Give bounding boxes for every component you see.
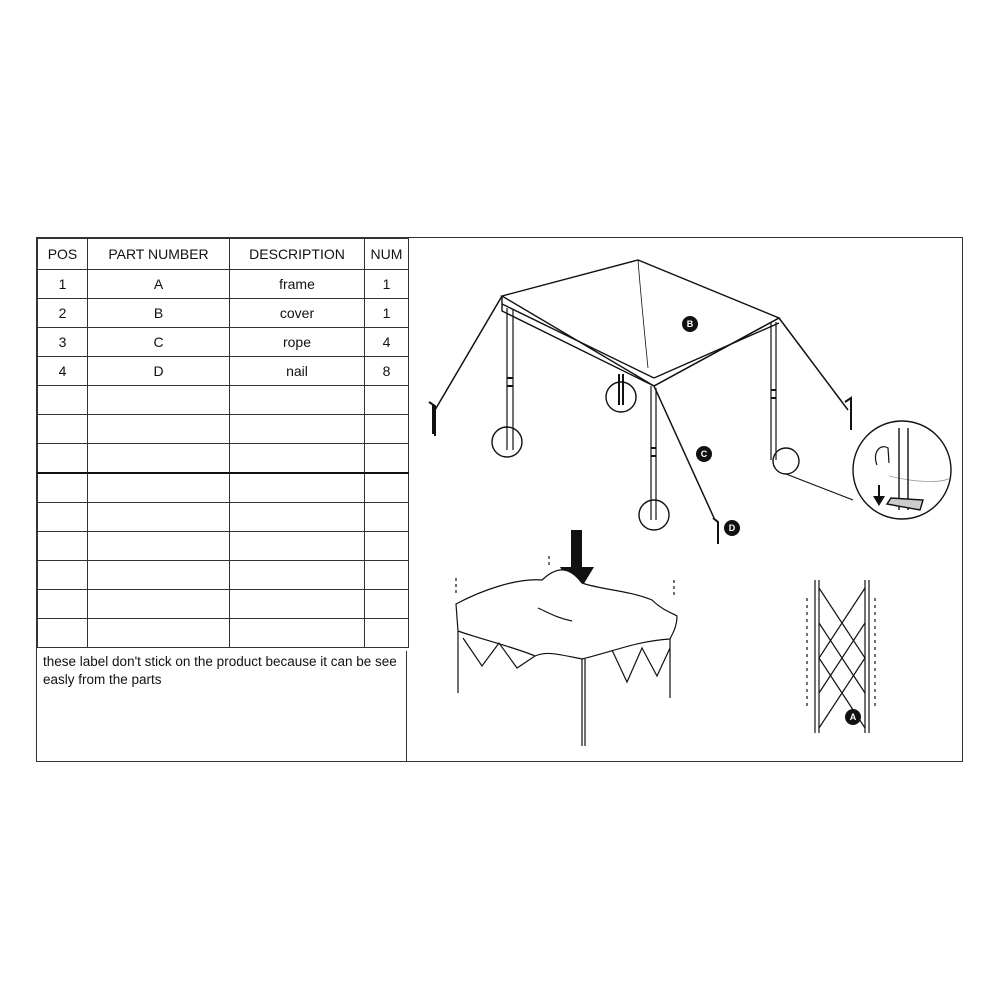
empty-row xyxy=(38,590,409,619)
cell-pos: 4 xyxy=(38,357,88,386)
cover-installation-illustration xyxy=(456,530,677,746)
canopy-top xyxy=(502,260,779,386)
empty-cell xyxy=(88,561,230,590)
empty-cell xyxy=(38,444,88,474)
empty-cell xyxy=(230,473,365,503)
callout-rope xyxy=(696,446,712,462)
svg-text:D: D xyxy=(728,523,736,533)
table-row xyxy=(38,328,409,357)
empty-cell xyxy=(365,561,409,590)
detail-leader-line xyxy=(786,474,853,500)
draped-cover xyxy=(456,570,677,659)
table-header-row xyxy=(38,239,409,270)
empty-row xyxy=(38,619,409,648)
empty-cell xyxy=(88,590,230,619)
nail-stake xyxy=(713,518,718,544)
empty-cell xyxy=(88,415,230,444)
empty-row xyxy=(38,561,409,590)
callout-frame xyxy=(845,709,861,725)
cell-num: 1 xyxy=(365,270,409,299)
header-part-number: PART NUMBER xyxy=(88,239,230,270)
cell-part-number: A xyxy=(88,270,230,299)
empty-row xyxy=(38,415,409,444)
note-text: these label don't stick on the product because it can be see easly from the parts xyxy=(37,651,407,762)
empty-cell xyxy=(38,473,88,503)
empty-cell xyxy=(230,444,365,474)
empty-cell xyxy=(38,532,88,561)
cell-part-number: D xyxy=(88,357,230,386)
empty-cell xyxy=(38,561,88,590)
table-row xyxy=(38,299,409,328)
empty-cell xyxy=(365,415,409,444)
empty-row xyxy=(38,386,409,415)
svg-text:A: A xyxy=(849,712,857,722)
empty-cell xyxy=(88,473,230,503)
frame-illustration xyxy=(807,580,875,733)
empty-cell xyxy=(365,590,409,619)
empty-cell xyxy=(230,561,365,590)
empty-cell xyxy=(365,619,409,648)
cell-num: 8 xyxy=(365,357,409,386)
empty-cell xyxy=(38,503,88,532)
cell-description: rope xyxy=(230,328,365,357)
cell-pos: 1 xyxy=(38,270,88,299)
empty-cell xyxy=(365,503,409,532)
cell-description: cover xyxy=(230,299,365,328)
cell-pos: 3 xyxy=(38,328,88,357)
empty-cell xyxy=(230,415,365,444)
empty-cell xyxy=(88,619,230,648)
cell-num: 4 xyxy=(365,328,409,357)
assembly-diagram xyxy=(408,238,963,762)
parts-table xyxy=(37,238,409,648)
header-num: NUM xyxy=(365,239,409,270)
empty-cell xyxy=(365,473,409,503)
empty-row xyxy=(38,444,409,474)
nail-stake xyxy=(845,398,851,430)
empty-cell xyxy=(365,444,409,474)
empty-cell xyxy=(38,415,88,444)
empty-cell xyxy=(38,386,88,415)
svg-text:B: B xyxy=(686,319,694,329)
empty-cell xyxy=(88,503,230,532)
table-row xyxy=(38,357,409,386)
assembled-gazebo-illustration xyxy=(429,260,951,544)
cell-description: nail xyxy=(230,357,365,386)
cell-part-number: B xyxy=(88,299,230,328)
empty-cell xyxy=(88,532,230,561)
cell-pos: 2 xyxy=(38,299,88,328)
cell-num: 1 xyxy=(365,299,409,328)
empty-cell xyxy=(88,386,230,415)
empty-cell xyxy=(230,619,365,648)
empty-row xyxy=(38,503,409,532)
empty-row xyxy=(38,473,409,503)
empty-cell xyxy=(230,532,365,561)
empty-cell xyxy=(230,503,365,532)
empty-cell xyxy=(230,386,365,415)
empty-cell xyxy=(365,386,409,415)
instruction-sheet xyxy=(36,237,963,762)
callout-cover xyxy=(682,316,698,332)
svg-text:C: C xyxy=(700,449,708,459)
cell-description: frame xyxy=(230,270,365,299)
rope-line xyxy=(435,296,502,410)
empty-cell xyxy=(88,444,230,474)
cell-part-number: C xyxy=(88,328,230,357)
callout-nail xyxy=(724,520,740,536)
empty-row xyxy=(38,532,409,561)
empty-cell xyxy=(230,590,365,619)
rope-line xyxy=(779,318,848,410)
empty-cell xyxy=(365,532,409,561)
table-row xyxy=(38,270,409,299)
empty-cell xyxy=(38,619,88,648)
header-pos: POS xyxy=(38,239,88,270)
header-description: DESCRIPTION xyxy=(230,239,365,270)
empty-cell xyxy=(38,590,88,619)
nail-stake xyxy=(429,402,435,436)
